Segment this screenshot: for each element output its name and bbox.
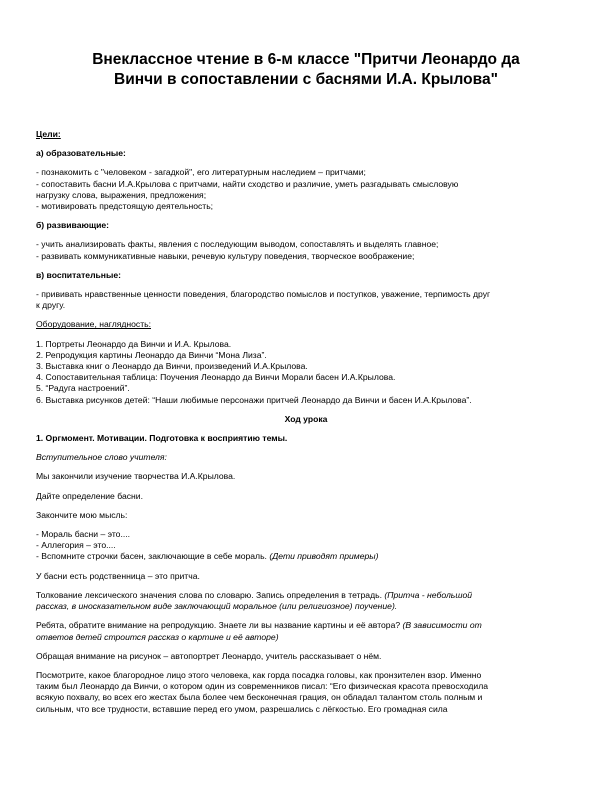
equipment-item: 4. Сопоставительная таблица: Поучения Леонардо да Винчи Морали басен И.А.Крылова.: [36, 372, 396, 383]
upbringing-line: к другу.: [36, 300, 66, 311]
paragraph: [36, 590, 576, 612]
equipment-list: [36, 339, 576, 406]
upbringing-heading: в) воспитательные:: [36, 269, 121, 280]
equipment-item: 6. Выставка рисунков детей: “Наши любимые персонажи притчей Леонардо да Винчи и басен И.А.Крылова”.: [36, 394, 472, 405]
finish-item: - Мораль басни – это....: [36, 529, 130, 540]
goals-heading: Цели:: [36, 129, 61, 139]
paragraph-line: всякую похвалу, во всех его жестах была более чем бесконечная грация, он обладал талантом столь полным и: [36, 692, 483, 703]
paragraph-line: [36, 590, 576, 601]
developing-line: - развивать коммуникативные навыки, речевую культуру поведения, творческое воображение;: [36, 250, 415, 261]
paragraph-text: Ребята, обратите внимание на репродукцию. Знаете ли вы название картины и её автора?: [36, 620, 401, 631]
document-title: [36, 50, 576, 90]
equipment-item: 3. Выставка книг о Леонардо да Винчи, произведений И.А.Крылова.: [36, 361, 308, 372]
upbringing-line: - прививать нравственные ценности поведения, благородство помыслов и поступков, уважение, терпимость друг: [36, 289, 491, 300]
finish-thought-list: [36, 529, 576, 563]
paragraph-line: сильным, что все трудности, вставшие перед его умом, разрешались с лёгкостью. Его громадная сила: [36, 703, 448, 714]
paragraph-line: таким был Леонардо да Винчи, о котором один из современников писал: “Его физическая красота превосходила: [36, 681, 489, 692]
paragraph-note: рассказ, в иносказательном виде заключающий моральное (или религиозное) поучение).: [36, 601, 398, 612]
equipment-item: 5. “Радуга настроений”.: [36, 383, 130, 394]
finish-item: - Аллегория – это....: [36, 540, 116, 551]
finish-item: [36, 551, 576, 562]
educational-line: - познакомить с "человеком - загадкой", его литературным наследием – притчами;: [36, 167, 366, 178]
paragraph: [36, 620, 576, 642]
developing-heading: б) развивающие:: [36, 220, 109, 231]
paragraph-line: [36, 620, 576, 631]
paragraph: [36, 670, 576, 715]
finish-item-note: (Дети приводят примеры): [269, 551, 379, 562]
paragraph-text: Толкование лексического значения слова по словарю. Запись определения в тетрадь.: [36, 589, 382, 600]
educational-line: - сопоставить басни И.А.Крылова с притчами, найти сходство и различие, уметь разгадывать смысловую: [36, 178, 459, 189]
paragraph: Обращая внимание на рисунок – автопортрет Леонардо, учитель рассказывает о нём.: [36, 650, 382, 661]
educational-heading: а) образовательные:: [36, 148, 126, 159]
lesson-heading: Ход урока: [284, 413, 328, 424]
paragraph: Мы закончили изучение творчества И.А.Крылова.: [36, 471, 236, 482]
paragraph-note: (Притча - небольшой: [384, 589, 473, 600]
section-1-heading: 1. Оргмомент. Мотивации. Подготовка к восприятию темы.: [36, 433, 288, 444]
upbringing-list: [36, 289, 576, 311]
educational-line: нагрузку слова, выражения, предложения;: [36, 189, 207, 200]
equipment-item: 2. Репродукция картины Леонардо да Винчи “Мона Лиза”.: [36, 349, 267, 360]
finish-item-text: - Вспомните строчки басен, заключающие в себе мораль.: [36, 551, 267, 562]
intro-label: Вступительное слово учителя:: [36, 452, 167, 463]
paragraph: Закончите мою мысль:: [36, 509, 128, 520]
paragraph-line: Посмотрите, какое благородное лицо этого человека, как горда посадка головы, как пронзителен взор. Именно: [36, 669, 482, 680]
document-body: [36, 129, 576, 715]
developing-line: - учить анализировать факты, явления с последующим выводом, сопоставлять и выделять главное;: [36, 239, 439, 250]
educational-list: [36, 167, 576, 212]
educational-line: - мотивировать предстоящую деятельность;: [36, 201, 214, 212]
title-line-2: Винчи в сопоставлении с баснями И.А. Крылова": [114, 71, 498, 88]
developing-list: [36, 239, 576, 261]
equipment-item: 1. Портреты Леонардо да Винчи и И.А. Крылова.: [36, 338, 232, 349]
title-line-1: Внеклассное чтение в 6-м классе "Притчи Леонардо да: [92, 51, 520, 68]
paragraph: Дайте определение басни.: [36, 490, 143, 501]
paragraph-note: (В зависимости от: [402, 620, 482, 631]
equipment-heading: Оборудование, наглядность:: [36, 319, 151, 330]
paragraph: У басни есть родственница – это притча.: [36, 570, 200, 581]
paragraph-note: ответов детей строится рассказ о картине и её авторе): [36, 631, 279, 642]
